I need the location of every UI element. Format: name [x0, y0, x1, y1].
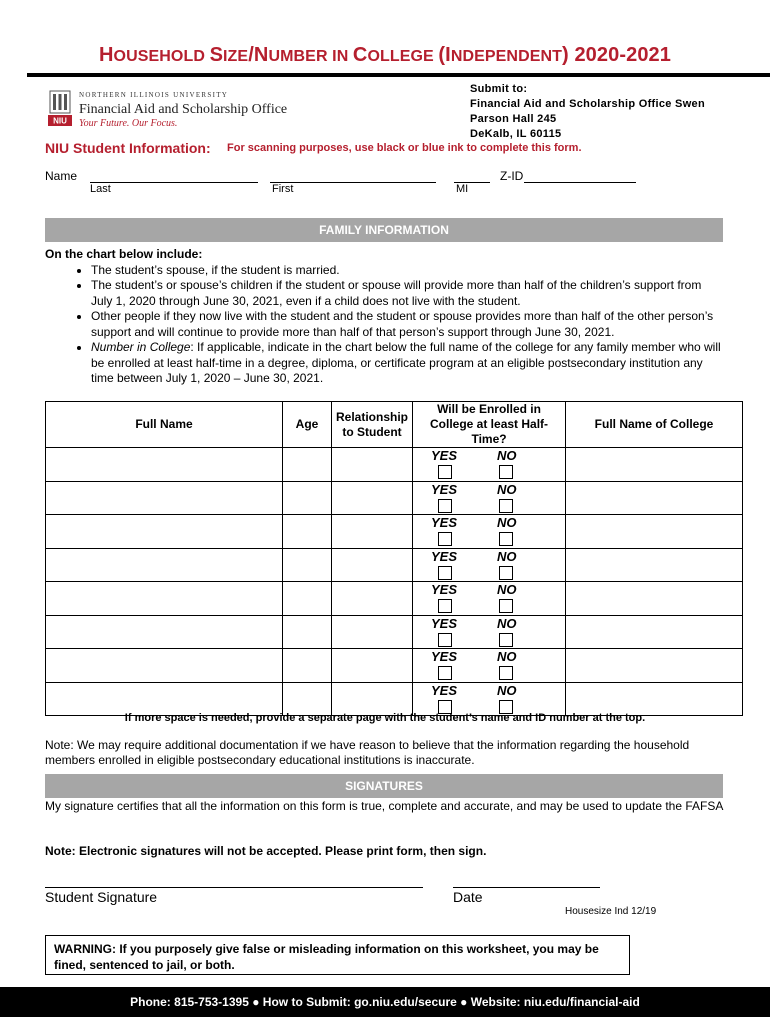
date-field[interactable] [453, 887, 600, 888]
enrolled-cell [413, 615, 566, 649]
age-cell[interactable] [283, 548, 332, 582]
student-info-heading: NIU Student Information: [45, 140, 211, 156]
ink-instruction: For scanning purposes, use black or blue ink to complete this form. [227, 142, 582, 154]
relationship-cell[interactable] [332, 682, 413, 716]
instruction-number-in-college: • Number in College: If applicable, indicate in the chart below the full name of the college for any family member who will be enrolled at least half-time in a degree, diploma, or certificate program at an eligible postsecondary institution any time between July 1, 2020 – June 30, 2021. [91, 340, 725, 387]
col-enrolled: Will be Enrolled in College at least Half-Time? [413, 402, 566, 448]
yes-label: YES [431, 649, 458, 664]
yes-label: YES [431, 582, 458, 597]
age-cell[interactable] [283, 615, 332, 649]
enrolled-cell [413, 649, 566, 683]
table-row [46, 448, 743, 482]
college-name-cell[interactable] [566, 682, 743, 716]
no-label: NO [497, 649, 517, 664]
yes-label: YES [431, 548, 458, 564]
enrolled-cell [413, 548, 566, 582]
enrolled-cell [413, 481, 566, 515]
enrolled-cell [413, 515, 566, 549]
intro-heading: On the chart below include: [45, 247, 203, 261]
no-checkbox[interactable] [499, 532, 513, 546]
logo-office-name: Financial Aid and Scholarship Office [79, 102, 288, 117]
no-label: NO [497, 481, 517, 497]
full-name-cell[interactable] [46, 615, 283, 649]
no-checkbox[interactable] [499, 599, 513, 613]
no-label: NO [497, 682, 517, 698]
table-row [46, 615, 743, 649]
instruction-others: • Other people if they now live with the student and the student or spouse provides more than half of the other person’s support and will continue to provide more than half of that person’s support through June 30, 2021. [91, 309, 725, 340]
form-title: HOUSEHOLD SIZE/NUMBER IN COLLEGE (INDEPENDENT) 2020-2021 [98, 44, 672, 66]
no-label: NO [497, 582, 517, 597]
college-name-cell[interactable] [566, 548, 743, 582]
full-name-cell[interactable] [46, 481, 283, 515]
instruction-children: • The student’s or spouse’s children if the student or spouse will provide more than half of the children’s support from July 1, 2020 through June 30, 2021, even if a child does not live with the student. [91, 278, 725, 309]
certification-text: My signature certifies that all the information on this form is true, complete and accurate, and may be used to update the FAFSA [45, 799, 724, 813]
age-cell[interactable] [283, 481, 332, 515]
relationship-cell[interactable] [332, 649, 413, 683]
instruction-spouse: • The student’s spouse, if the student is married. [91, 263, 725, 279]
electronic-signature-note: Note: Electronic signatures will not be accepted. Please print form, then sign. [45, 844, 487, 858]
yes-checkbox[interactable] [438, 465, 452, 479]
yes-checkbox[interactable] [438, 633, 452, 647]
age-cell[interactable] [283, 682, 332, 716]
yes-label: YES [431, 615, 458, 631]
relationship-cell[interactable] [332, 548, 413, 582]
name-label: Name [45, 169, 78, 183]
college-name-cell[interactable] [566, 615, 743, 649]
full-name-cell[interactable] [46, 448, 283, 482]
no-checkbox[interactable] [499, 499, 513, 513]
relationship-cell[interactable] [332, 515, 413, 549]
college-name-cell[interactable] [566, 515, 743, 549]
title-rule [27, 73, 770, 77]
no-label: NO [497, 615, 517, 631]
full-name-cell[interactable] [46, 515, 283, 549]
enrolled-cell [413, 682, 566, 716]
age-cell[interactable] [283, 515, 332, 549]
last-name-field[interactable] [90, 182, 258, 183]
no-label: NO [497, 515, 517, 530]
table-row [46, 481, 743, 515]
table-row [46, 649, 743, 683]
relationship-cell[interactable] [332, 481, 413, 515]
table-row [46, 515, 743, 549]
yes-label: YES [431, 682, 458, 698]
svg-text:NIU: NIU [53, 116, 67, 126]
full-name-cell[interactable] [46, 649, 283, 683]
niu-logo [48, 87, 298, 131]
signatures-header: SIGNATURES [45, 774, 723, 798]
last-label: Last [90, 183, 111, 195]
yes-checkbox[interactable] [438, 666, 452, 680]
contact-footer: Phone: 815-753-1395 ● How to Submit: go.niu.edu/secure ● Website: niu.edu/financial-aid [0, 987, 770, 1017]
family-instructions [45, 247, 725, 387]
full-name-cell[interactable] [46, 682, 283, 716]
age-cell[interactable] [283, 448, 332, 482]
relationship-cell[interactable] [332, 448, 413, 482]
table-row [46, 682, 743, 716]
no-checkbox[interactable] [499, 566, 513, 580]
yes-checkbox[interactable] [438, 499, 452, 513]
no-checkbox[interactable] [499, 666, 513, 680]
full-name-cell[interactable] [46, 582, 283, 616]
more-space-note: If more space is needed, provide a separate page with the student’s name and ID number at the top. [124, 712, 646, 724]
student-signature-label: Student Signature [45, 889, 158, 905]
student-signature-field[interactable] [45, 887, 423, 888]
logo-tagline: Your Future. Our Focus. [79, 118, 178, 129]
col-relationship: Relationship to Student [332, 402, 413, 448]
date-label: Date [453, 889, 483, 905]
logo-university: NORTHERN ILLINOIS UNIVERSITY [79, 91, 229, 99]
enrolled-cell [413, 582, 566, 616]
no-checkbox[interactable] [499, 633, 513, 647]
college-name-cell[interactable] [566, 582, 743, 616]
first-label: First [272, 183, 294, 195]
yes-checkbox[interactable] [438, 532, 452, 546]
family-info-header: FAMILY INFORMATION [45, 218, 723, 242]
first-name-field[interactable] [270, 182, 436, 183]
no-checkbox[interactable] [499, 465, 513, 479]
documentation-note: Note: We may require additional documentation if we have reason to believe that the information regarding the household members enrolled in eligible postsecondary educational institutions is inaccurate. [45, 738, 690, 767]
college-name-cell[interactable] [566, 448, 743, 482]
form-code: Housesize Ind 12/19 [565, 906, 657, 917]
college-name-cell[interactable] [566, 481, 743, 515]
no-label: NO [497, 448, 517, 463]
college-name-cell[interactable] [566, 649, 743, 683]
yes-checkbox[interactable] [438, 599, 452, 613]
submit-to-address: Submit to: Financial Aid and Scholarship Office Swen Parson Hall 245 DeKalb, IL 60115 [470, 83, 705, 140]
enrolled-cell [413, 448, 566, 482]
relationship-cell[interactable] [332, 582, 413, 616]
family-table [45, 401, 743, 716]
niu-seal-icon [48, 89, 72, 127]
table-row [46, 548, 743, 582]
table-row [46, 582, 743, 616]
yes-checkbox[interactable] [438, 566, 452, 580]
no-label: NO [497, 548, 517, 564]
mi-label: MI [456, 183, 469, 195]
zid-field[interactable] [524, 182, 636, 183]
col-full-name: Full Name [46, 402, 283, 448]
yes-label: YES [431, 515, 458, 530]
zid-label: Z-ID [500, 169, 524, 183]
relationship-cell[interactable] [332, 615, 413, 649]
yes-label: YES [431, 448, 458, 463]
col-age: Age [283, 402, 332, 448]
col-college: Full Name of College [566, 402, 743, 448]
age-cell[interactable] [283, 649, 332, 683]
age-cell[interactable] [283, 582, 332, 616]
full-name-cell[interactable] [46, 548, 283, 582]
yes-label: YES [431, 481, 458, 497]
warning-box: WARNING: If you purposely give false or misleading information on this worksheet, you may be fined, sentenced to jail, or both. [45, 935, 630, 975]
